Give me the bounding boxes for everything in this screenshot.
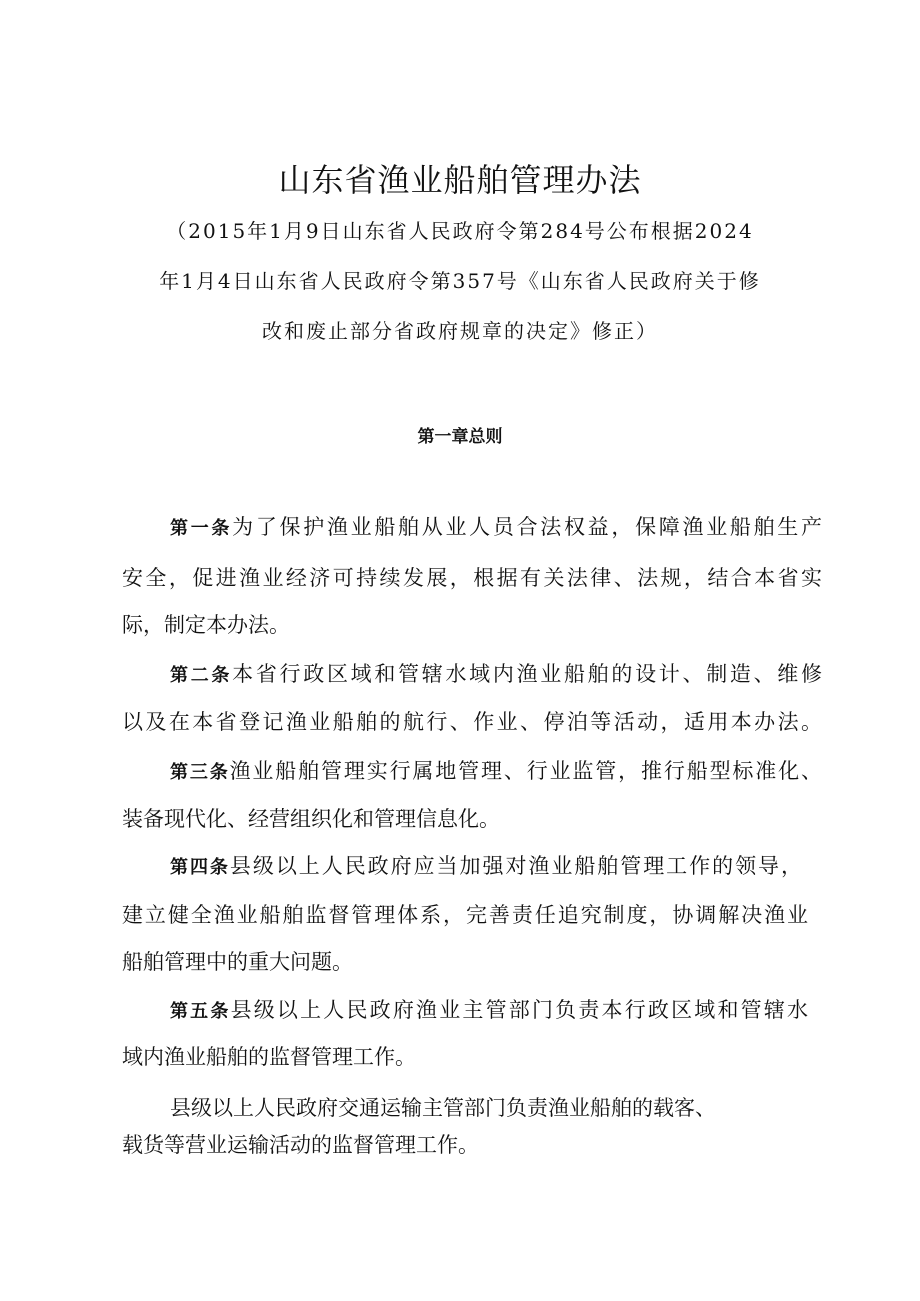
article-3-line-1: 第三条渔业船舶管理实行属地管理、行业监管，推行船型标准化、 [170,759,823,783]
article-4-line-2: 建立健全渔业船舶监督管理体系，完善责任追究制度，协调解决渔业 [122,903,808,927]
article-1-line-1: 第一条为了保护渔业船舶从业人员合法权益，保障渔业船舶生产 [170,515,823,539]
article-2-line-1: 第二条本省行政区域和管辖水域内渔业船舶的设计、制造、维修 [170,662,823,686]
article-1-label: 第一条 [170,518,233,539]
article-4-line-1: 第四条县级以上人民政府应当加强对渔业船舶管理工作的领导， [170,854,802,878]
article-4-line-3: 船舶管理中的重大问题。 [122,950,353,974]
article-5-line-1: 第五条县级以上人民政府渔业主管部门负责本行政区域和管辖水 [170,998,809,1022]
article-5-line-2: 域内渔业船舶的监督管理工作。 [122,1045,416,1069]
article-1-line-2: 安全，促进渔业经济可持续发展，根据有关法律、法规，结合本省实 [122,566,822,590]
document-title: 山东省渔业船舶管理办法 [278,161,642,199]
article-2-label: 第二条 [170,665,233,686]
article-3-line-2: 装备现代化、经营组织化和管理信息化。 [122,807,500,831]
subtitle-line-3: 改和废止部分省政府规章的决定》修正） [262,319,658,343]
subtitle-line-2: 年1月4日山东省人民政府令第357号《山东省人民政府关于修 [159,269,761,293]
article-3-label: 第三条 [170,762,230,783]
article-5-label: 第五条 [170,1001,231,1022]
subtitle-line-1: （2015年1月9日山东省人民政府令第284号公布根据2024 [166,219,754,243]
paragraph-line-1: 县级以上人民政府交通运输主管部门负责渔业船舶的载客、 [170,1096,716,1120]
article-1-line-3: 际，制定本办法。 [122,613,290,637]
paragraph-line-2: 载货等营业运输活动的监督管理工作。 [122,1133,479,1157]
article-2-line-2: 以及在本省登记渔业船舶的航行、作业、停泊等活动，适用本办法。 [122,710,822,734]
chapter-heading: 第一章总则 [417,427,503,447]
article-4-label: 第四条 [170,857,230,878]
